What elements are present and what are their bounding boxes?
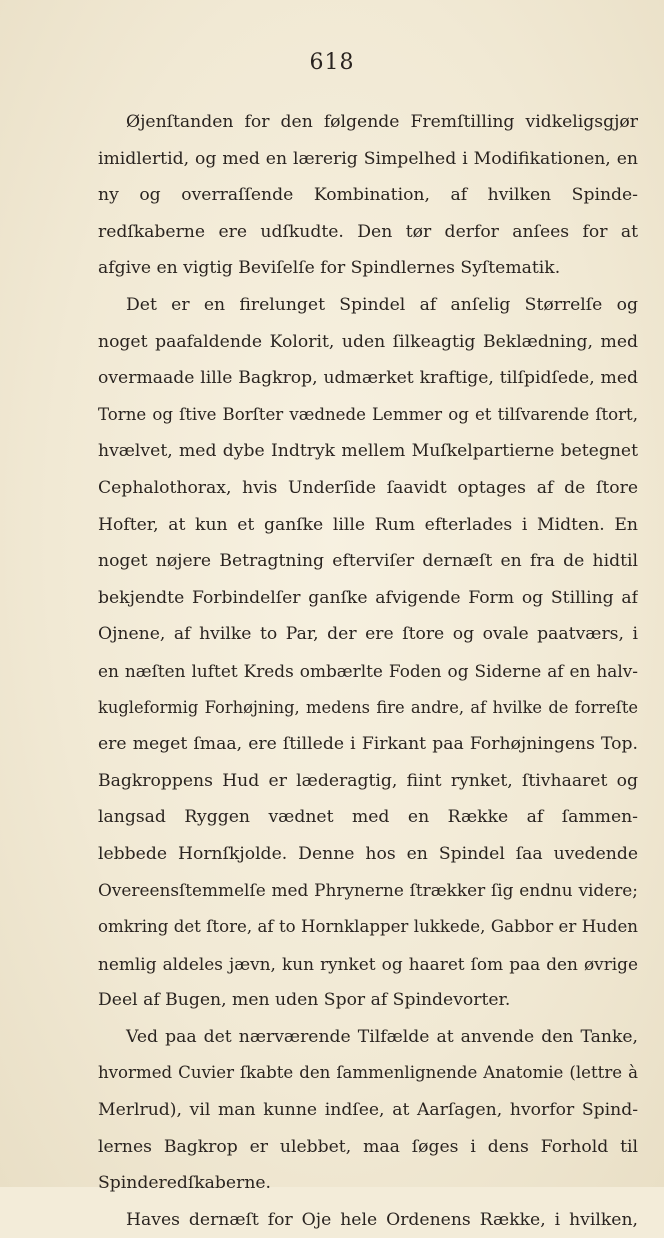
text-line: Spinderedſkaberne. <box>98 1173 272 1194</box>
text-line: langsad Ryggen vædnet med en Række af ſammen- <box>98 807 638 828</box>
text-line: Ved paa det nærværende Tilfælde at anvende den Tanke, <box>126 1026 638 1047</box>
text-line: lernes Bagkrop er ulebbet, maa ſøges i dens Forhold til <box>98 1136 638 1157</box>
text-line: bekjendte Forbindelſer ganſke afvigende Form og Stilling af <box>98 587 638 608</box>
page-number: 618 <box>309 50 355 75</box>
text-line: ny og overraſſende Kombination, af hvilken Spinde- <box>98 185 638 206</box>
text-line: Merlrud), vil man kunne indſee, at Aarſagen, hvorfor Spind- <box>98 1100 638 1121</box>
text-line: lebbede Hornſkjolde. Denne hos en Spindel ſaa uvedende <box>98 843 638 864</box>
text-line: Cephalothorax, hvis Underſide ſaavidt optages af de ſtore <box>98 477 638 498</box>
text-line: Deel af Bugen, men uden Spor af Spindevorter. <box>98 990 511 1011</box>
text-line: Ojnene, af hvilke to Par, der ere ſtore og ovale paatværs, i <box>98 624 638 645</box>
text-line: imidlertid, og med en lærerig Simpelhed i Modifikationen, en <box>98 148 638 169</box>
text-line: hvormed Cuvier ſkabte den ſammenlignende Anatomie (lettre à <box>98 1063 638 1083</box>
body-text <box>98 104 638 1238</box>
text-line: omkring det ſtore, af to Hornklapper lukkede, Gabbor er Huden <box>98 917 638 937</box>
text-line: Bagkroppens Hud er læderagtig, fiint rynket, ſtivhaaret og <box>98 770 638 791</box>
text-line: Overeensſtemmelſe med Phrynerne ſtrækker ſig endnu videre; <box>98 880 638 901</box>
text-line: nemlig aldeles jævn, kun rynket og haaret ſom paa den øvrige <box>98 953 638 974</box>
text-line: overmaade lille Bagkrop, udmærket kraftige, tilſpidſede, med <box>98 368 638 389</box>
text-line: ere meget ſmaa, ere ſtillede i Firkant paa Forhøjningens Top. <box>98 734 638 755</box>
text-line: Det er en firelunget Spindel af anſelig Størrelſe og <box>126 294 638 315</box>
text-line: hvælvet, med dybe Indtryk mellem Muſkelpartierne betegnet <box>98 441 638 462</box>
text-line: Torne og ſtive Borſter vædnede Lemmer og et tilſvarende ſtort, <box>98 404 638 424</box>
text-line: noget nøjere Betragtning efterviſer dernæſt en fra de hidtil <box>98 551 638 572</box>
text-line: Øjenſtanden for den følgende Fremſtilling vidkeligsgjør <box>126 112 638 132</box>
text-line: en næſten luftet Kreds ombærlte Foden og Siderne af en halv- <box>98 660 638 681</box>
text-line: redſkaberne ere udſkudte. Den tør derfor anſees for at <box>98 221 638 242</box>
text-line: noget paafaldende Kolorit, uden ſilkeagtig Beklædning, med <box>98 331 638 352</box>
text-line: Haves dernæſt for Oje hele Ordenens Række, i hvilken, <box>126 1209 638 1230</box>
text-line: kugleformig Forhøjning, medens fire andre, af hvilke de forreſte <box>98 697 638 717</box>
text-line: afgive en vigtig Beviſelſe for Spindlernes Syſtematik. <box>98 258 561 279</box>
text-line: Hofter, at kun et ganſke lille Rum efterlades i Midten. En <box>98 514 638 535</box>
